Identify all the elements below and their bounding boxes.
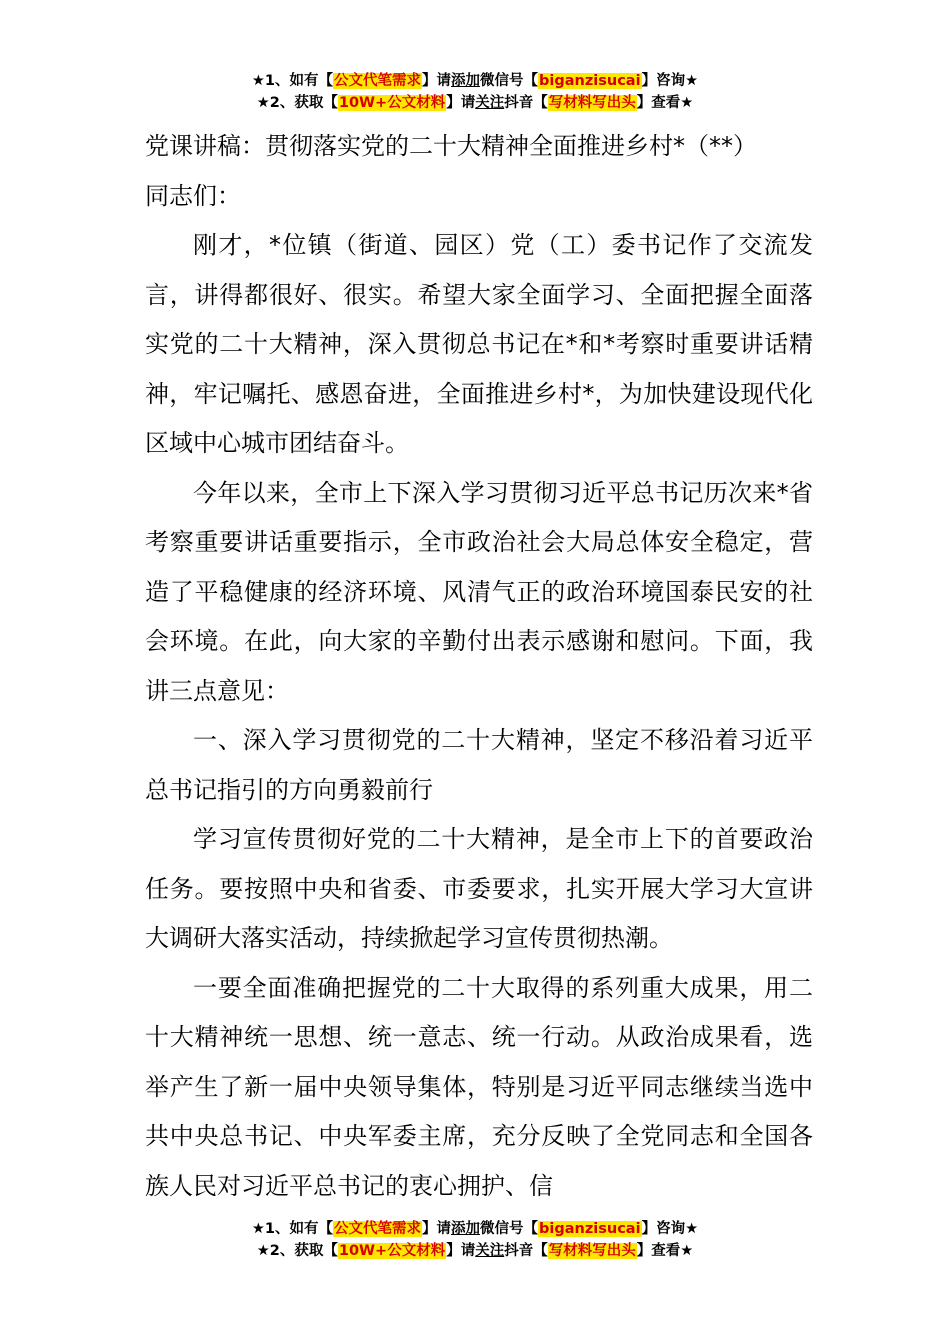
banner-text: 】查看★ [636,1243,694,1259]
banner-text: 微信号【 [480,73,539,89]
salutation: 同志们： [145,181,241,210]
banner-underlined: 关注 [475,1243,505,1259]
banner-line-2 [0,1240,950,1262]
paragraph: 一要全面准确把握党的二十大取得的系列重大成果，用二十大精神统一思想、统一意志、统一行动。从政治成果看，选举产生了新一届中央领导集体，特别是习近平同志继续当选中共中央总书记、中央军委主席，充分反映了全党同志和全国各族人民对习近平总书记的衷心拥护、信 [145,973,813,1200]
paragraph: 学习宣传贯彻好党的二十大精神，是全市上下的首要政治任务。要按照中央和省委、市委要求，扎实开展大学习大宣讲大调研大落实活动，持续掀起学习宣传贯彻热潮。 [145,825,813,952]
banner-text: 】请 [446,95,476,111]
banner-highlight: 公文代笔需求 [334,73,422,89]
section-heading: 一、深入学习贯彻党的二十大精神，坚定不移沿着习近平总书记指引的方向勇毅前行 [145,726,813,804]
document-body [145,122,813,1211]
banner-text: ★1、如有【 [251,73,334,89]
banner-underlined: 添加 [451,1221,481,1237]
header-banner [0,70,950,114]
banner-text: 抖音【 [504,95,548,111]
banner-highlight: biganzisucai [539,73,641,89]
banner-underlined: 添加 [451,73,481,89]
paragraph: 今年以来，全市上下深入学习贯彻习近平总书记历次来*省考察重要讲话重要指示，全市政治社会大局总体安全稳定，营造了平稳健康的经济环境、风清气正的政治环境国泰民安的社会环境。在此，向大家的辛勤付出表示感谢和慰问。下面，我讲三点意见： [145,478,813,705]
banner-underlined: 关注 [475,95,505,111]
banner-text: ★2、获取【 [256,1243,338,1259]
banner-text: 】请 [446,1243,476,1259]
banner-text: 】请 [422,73,452,89]
banner-line-1 [0,1218,950,1240]
banner-highlight: 10W+公文材料 [338,1243,446,1259]
banner-text: 抖音【 [504,1243,548,1259]
banner-highlight: 10W+公文材料 [338,95,446,111]
banner-text: 微信号【 [480,1221,539,1237]
banner-highlight: biganzisucai [539,1221,641,1237]
banner-text: ★2、获取【 [256,95,338,111]
banner-line-1 [0,70,950,92]
document-title: 党课讲稿：贯彻落实党的二十大精神全面推进乡村*（**） [145,132,757,160]
banner-text: 】咨询★ [641,1221,699,1237]
footer-banner [0,1218,950,1262]
banner-line-2 [0,92,950,114]
banner-text: ★1、如有【 [251,1221,334,1237]
banner-highlight: 写材料写出头 [548,1243,636,1259]
banner-highlight: 写材料写出头 [548,95,636,111]
banner-highlight: 公文代笔需求 [334,1221,422,1237]
banner-text: 】咨询★ [641,73,699,89]
banner-text: 】请 [422,1221,452,1237]
paragraph: 刚才，*位镇（街道、园区）党（工）委书记作了交流发言，讲得都很好、很实。希望大家全面学习、全面把握全面落实党的二十大精神，深入贯彻总书记在*和*考察时重要讲话精神，牢记嘱托、感恩奋进，全面推进乡村*，为加快建设现代化区域中心城市团结奋斗。 [145,231,813,457]
banner-text: 】查看★ [636,95,694,111]
